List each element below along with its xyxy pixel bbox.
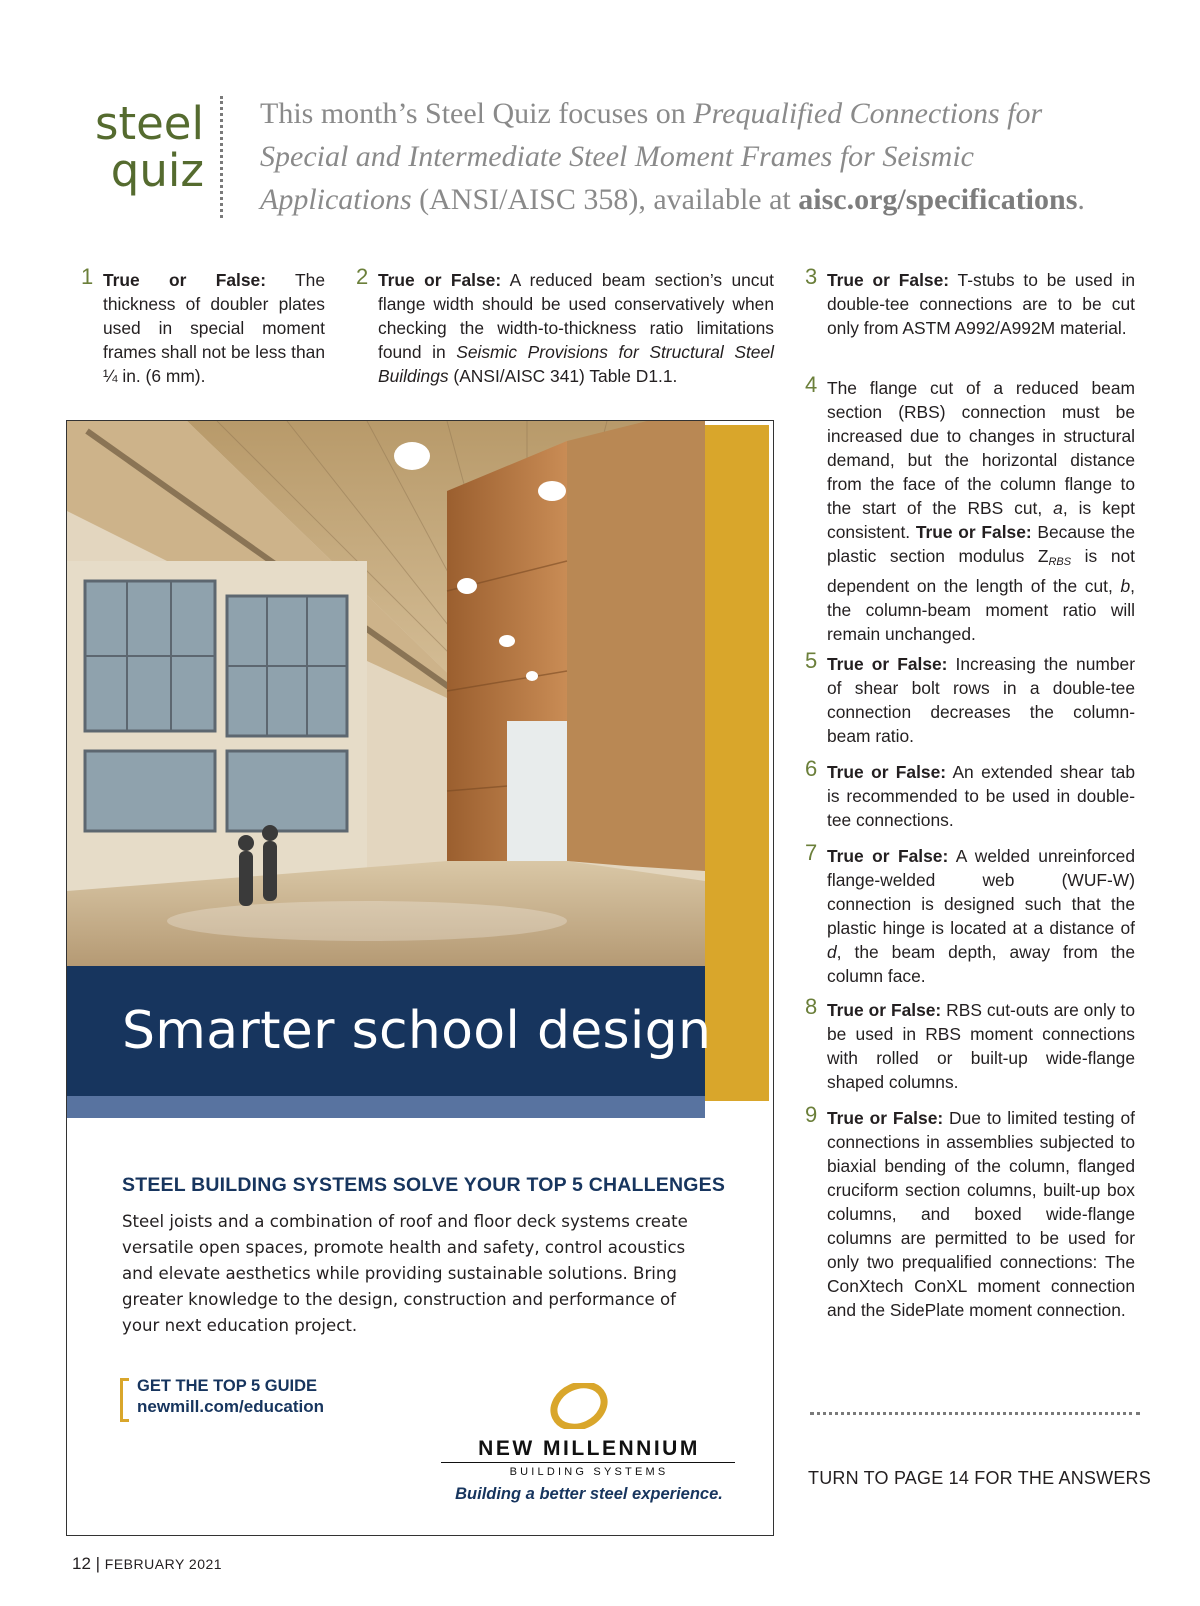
intro-text: This month’s Steel Quiz focuses on — [260, 97, 694, 130]
question-5 — [805, 648, 1136, 748]
ad-tagline: Building a better steel experience. — [455, 1485, 723, 1503]
question-1 — [81, 264, 326, 388]
question-number: 6 — [805, 756, 818, 781]
question-number: 2 — [356, 264, 369, 289]
answers-dotted-divider — [810, 1412, 1140, 1415]
ad-brand-name: NEW MILLENNIUM — [478, 1437, 700, 1460]
true-false-label: True or False: — [103, 270, 267, 290]
ad-subheadline: STEEL BUILDING SYSTEMS SOLVE YOUR TOP 5 CHALLENGES — [122, 1174, 726, 1196]
question-text: The thickness of doubler plates used in special moment frames shall not be less than ¼ in. (6 mm). — [103, 270, 326, 386]
true-false-label: True or False: — [915, 522, 1032, 542]
ad-cta-label[interactable]: GET THE TOP 5 GUIDE — [137, 1377, 318, 1395]
true-false-label: True or False: — [827, 1108, 944, 1128]
intro-standard-title: Prequalified Connections for Special and Intermediate Steel Moment Frames for Seismic Applications — [260, 97, 1043, 216]
question-text: T-stubs to be used in double-tee connections are to be cut only from ASTM A992/A992M material. — [827, 270, 1135, 338]
page-number: 12 — [72, 1554, 91, 1573]
question-text: An extended shear tab is recommended to be used in double-tee connections. — [827, 762, 1136, 830]
quiz-intro — [260, 92, 1120, 221]
question-text: , is kept consistent. — [827, 498, 1135, 542]
question-2 — [356, 264, 774, 388]
intro-period: . — [1077, 183, 1085, 216]
quiz-title-line1: steel — [95, 97, 204, 150]
question-8 — [805, 994, 1135, 1094]
question-number: 3 — [805, 264, 818, 289]
question-number: 8 — [805, 994, 818, 1019]
true-false-label: True or False: — [827, 654, 948, 674]
question-number: 7 — [805, 840, 818, 865]
quiz-title — [84, 97, 204, 197]
question-text: is not dependent on the length of the cut, — [827, 546, 1135, 596]
bracket-icon — [120, 1378, 129, 1422]
question-text: Because the plastic section modulus Z — [827, 522, 1135, 566]
question-number: 5 — [805, 648, 818, 673]
question-text: A welded unreinforced flange-welded web (WUF-W) connection is designed such that the plastic hinge is located at a distance of — [827, 846, 1135, 938]
variable-b: b — [1120, 576, 1131, 596]
question-reference-title: Seismic Provisions for Structural Steel Buildings — [378, 342, 774, 386]
question-9 — [805, 1102, 1135, 1322]
issue-date: FEBRUARY 2021 — [104, 1556, 223, 1572]
question-6 — [805, 756, 1136, 832]
ad-headline: Smarter school design — [122, 1001, 712, 1061]
ad-photo-school-interior — [67, 421, 705, 966]
question-text: RBS cut-outs are only to be used in RBS moment connections with rolled or built-up wide-flange shaped columns. — [827, 1000, 1135, 1092]
true-false-label: True or False: — [827, 270, 950, 290]
variable-a: a — [1053, 498, 1063, 518]
new-millennium-logo-icon — [549, 1383, 609, 1429]
intro-link[interactable]: aisc.org/specifications — [798, 183, 1078, 216]
ad-gold-stripe — [705, 425, 769, 1101]
question-text: Due to limited testing of connections in assemblies subjected to biaxial bending of the column, flanged cruciform section columns, built-up box columns, and boxed wide-flange columns are permitted to be used for only two prequalified connections: The ConXtech ConXL moment connection and the SidePlate moment connection. — [827, 1108, 1135, 1320]
question-text: Increasing the number of shear bolt rows in a double-tee connection decreases the column-beam ratio. — [827, 654, 1136, 746]
question-text: A reduced beam section’s uncut flange width should be used conservatively when checking the width-to-thickness ratio limitations found in — [378, 270, 774, 362]
ad-body-text: Steel joists and a combination of roof and floor deck systems create versatile open spaces, promote health and safety, control acoustics and elevate aesthetics while providing sustainable solutions. Bring greater knowledge to the design, construction and performance of your next education project. — [122, 1212, 688, 1335]
answers-reference: TURN TO PAGE 14 FOR THE ANSWERS — [808, 1468, 1151, 1488]
folio-separator: | — [90, 1554, 105, 1573]
true-false-label: True or False: — [378, 270, 502, 290]
quiz-title-line2: quiz — [110, 144, 204, 197]
question-7 — [805, 840, 1135, 988]
subscript-rbs: RBS — [1048, 556, 1072, 568]
page-folio — [72, 1554, 222, 1574]
question-3 — [805, 264, 1135, 340]
question-text: The flange cut of a reduced beam section (RBS) connection must be increased due to changes in structural demand, but the horizontal distance from the face of the column flange to the start of the RBS cut, — [827, 378, 1135, 518]
intro-text-2: (ANSI/AISC 358), available at — [411, 183, 799, 216]
header-dotted-divider — [220, 96, 223, 218]
question-4 — [805, 372, 1135, 646]
question-number: 4 — [805, 372, 818, 397]
variable-d: d — [827, 942, 837, 962]
question-number: 1 — [81, 264, 94, 289]
ad-cta-link[interactable]: newmill.com/education — [137, 1397, 325, 1416]
ad-headline-band-accent — [67, 1096, 705, 1118]
true-false-label: True or False: — [827, 762, 947, 782]
ad-brand-rule — [441, 1462, 735, 1463]
question-number: 9 — [805, 1102, 818, 1127]
advertisement[interactable] — [66, 420, 774, 1536]
question-text: (ANSI/AISC 341) Table D1.1. — [448, 366, 678, 386]
question-text: , the column-beam moment ratio will remain unchanged. — [827, 576, 1135, 644]
ad-brand-subtitle: BUILDING SYSTEMS — [509, 1466, 669, 1478]
true-false-label: True or False: — [827, 846, 949, 866]
true-false-label: True or False: — [827, 1000, 942, 1020]
question-text: , the beam depth, away from the column face. — [827, 942, 1135, 986]
